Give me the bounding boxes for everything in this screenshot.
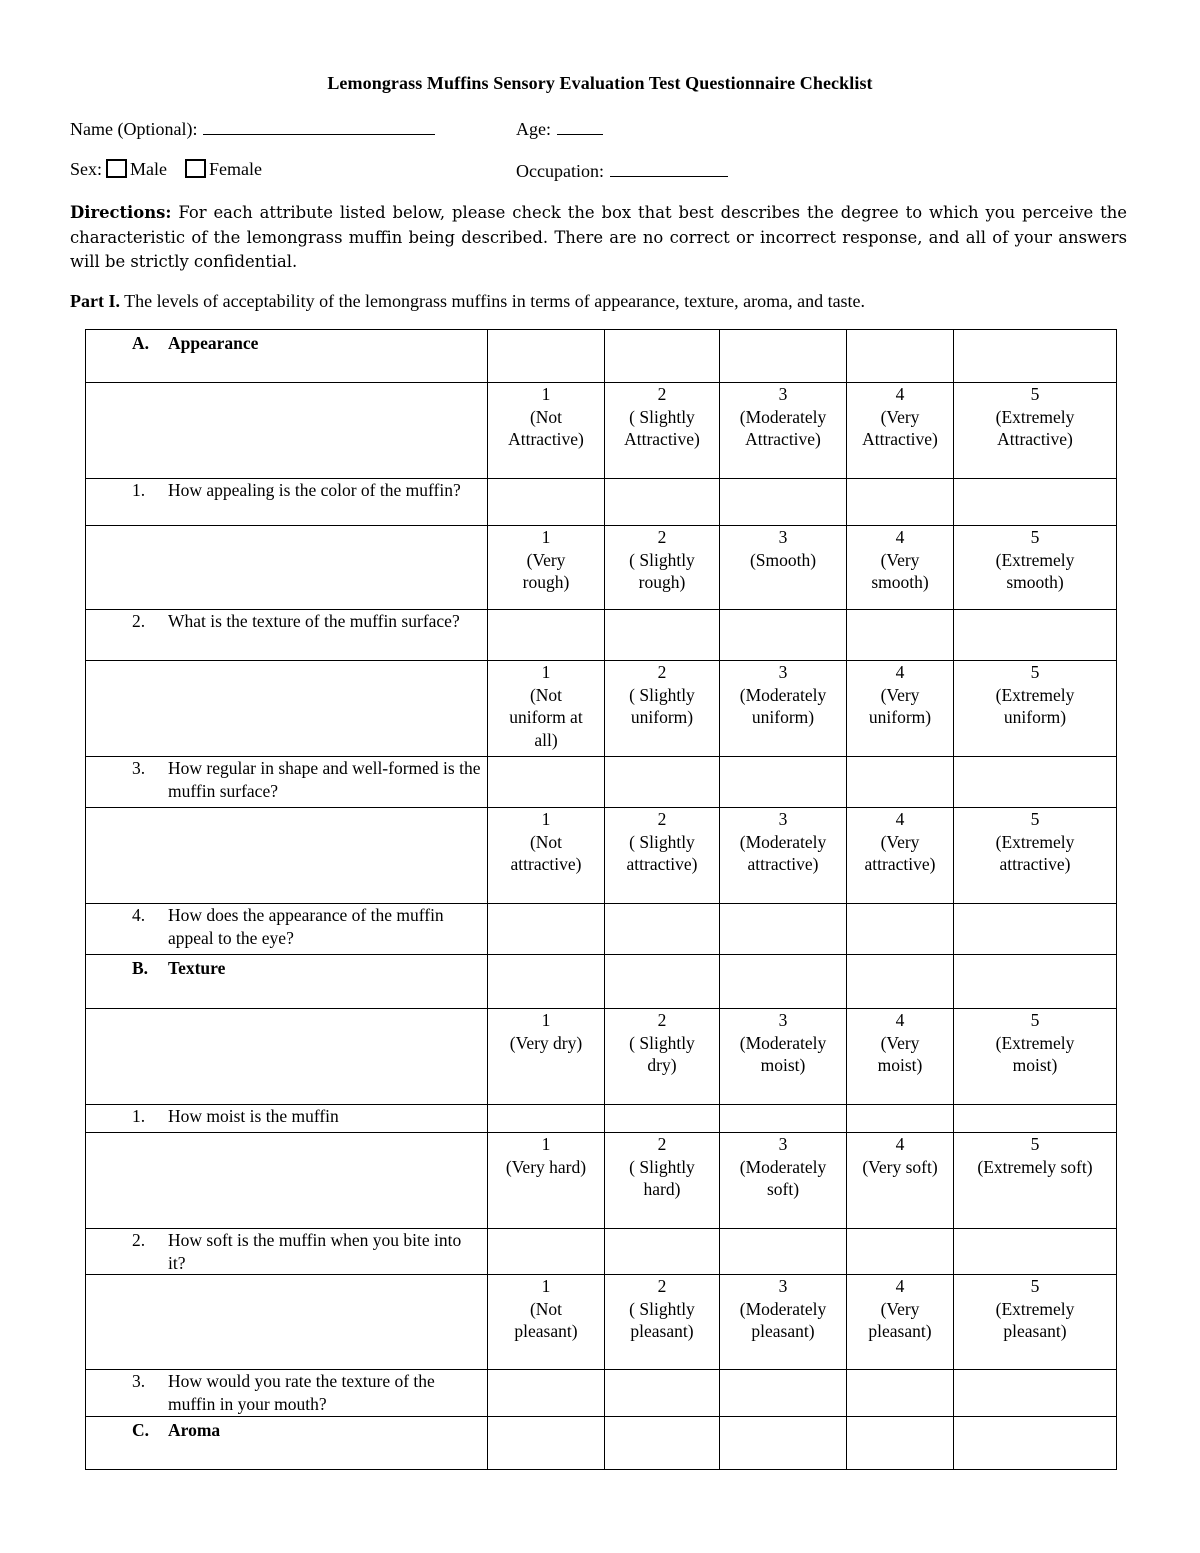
section-empty-cell (720, 330, 847, 383)
scale-option-label: 4 (Very Attractive) (862, 384, 938, 449)
part-one-heading (70, 290, 1130, 312)
rating-checkbox-cell-4[interactable] (847, 1370, 954, 1417)
scale-label-blank-cell (86, 526, 488, 610)
rating-checkbox-cell-2[interactable] (605, 1370, 720, 1417)
scale-option-5 (954, 383, 1117, 479)
question-text: How moist is the muffin (168, 1106, 339, 1126)
scale-option-3 (720, 1133, 847, 1229)
scale-label-blank-cell (86, 1275, 488, 1370)
question-number: 4. (132, 905, 146, 925)
scale-option-label: 4 (Very moist) (877, 1010, 923, 1075)
age-input-line[interactable] (557, 116, 603, 135)
scale-option-label: 4 (Very pleasant) (868, 1276, 932, 1341)
scale-option-2 (605, 526, 720, 610)
female-checkbox[interactable] (185, 159, 206, 178)
section-letter: C. (132, 1420, 150, 1440)
scale-option-label: 2 ( Slightly rough) (629, 527, 695, 592)
rating-checkbox-cell-3[interactable] (720, 1105, 847, 1133)
scale-option-4 (847, 526, 954, 610)
rating-checkbox-cell-1[interactable] (488, 757, 605, 808)
scale-option-1 (488, 1275, 605, 1370)
rating-checkbox-cell-5[interactable] (954, 904, 1117, 955)
scale-option-label: 5 (Extremely Attractive) (995, 384, 1075, 449)
scale-option-label: 1 (Not Attractive) (508, 384, 584, 449)
section-empty-cell (847, 955, 954, 1009)
scale-option-1 (488, 661, 605, 757)
occupation-field (516, 158, 728, 182)
scale-label-blank-cell (86, 661, 488, 757)
question-number: 2. (132, 611, 146, 631)
rating-checkbox-cell-2[interactable] (605, 757, 720, 808)
section-empty-cell (605, 1417, 720, 1470)
rating-checkbox-cell-5[interactable] (954, 610, 1117, 661)
question-cell (86, 904, 488, 955)
section-header-cell (86, 330, 488, 383)
rating-checkbox-cell-3[interactable] (720, 610, 847, 661)
section-letter: A. (132, 333, 150, 353)
scale-option-2 (605, 1009, 720, 1105)
question-text: What is the texture of the muffin surface? (168, 611, 460, 631)
age-field (516, 116, 603, 140)
directions-text: For each attribute listed below, please check the box that best describes the degree to which you perceive the characteristic of the lemongrass muffin being described. There are no correct or incorrect response, and all of your answers will be strictly confidential. (70, 203, 1127, 271)
question-cell (86, 479, 488, 526)
scale-option-3 (720, 808, 847, 904)
question-row-a3 (86, 757, 1117, 808)
scale-option-label: 2 ( Slightly pleasant) (629, 1276, 695, 1341)
scale-option-5 (954, 526, 1117, 610)
section-empty-cell (720, 1417, 847, 1470)
question-cell (86, 757, 488, 808)
scale-option-4 (847, 661, 954, 757)
rating-checkbox-cell-5[interactable] (954, 1229, 1117, 1275)
rating-checkbox-cell-1[interactable] (488, 904, 605, 955)
scale-row-a_surface (86, 526, 1117, 610)
scale-row-b_moist (86, 1009, 1117, 1105)
scale-option-label: 2 ( Slightly Attractive) (624, 384, 700, 449)
rating-checkbox-cell-4[interactable] (847, 757, 954, 808)
sex-field (70, 158, 262, 180)
rating-checkbox-cell-4[interactable] (847, 1229, 954, 1275)
question-text: How regular in shape and well-formed is the muffin surface? (168, 758, 481, 801)
rating-checkbox-cell-5[interactable] (954, 757, 1117, 808)
scale-option-2 (605, 1133, 720, 1229)
scale-option-label: 4 (Very attractive) (864, 809, 936, 874)
scale-option-2 (605, 808, 720, 904)
scale-option-3 (720, 526, 847, 610)
part-text: The levels of acceptability of the lemongrass muffins in terms of appearance, texture, aroma, and taste. (119, 291, 866, 311)
section-empty-cell (605, 955, 720, 1009)
scale-option-2 (605, 383, 720, 479)
scale-row-a_shape (86, 661, 1117, 757)
scale-label-blank-cell (86, 808, 488, 904)
sex-label: Sex: (70, 159, 103, 179)
scale-option-label: 4 (Very soft) (862, 1134, 938, 1177)
scale-option-label: 2 ( Slightly attractive) (626, 809, 698, 874)
rating-checkbox-cell-4[interactable] (847, 610, 954, 661)
question-text: How does the appearance of the muffin appeal to the eye? (168, 905, 444, 948)
rating-checkbox-cell-5[interactable] (954, 1370, 1117, 1417)
rating-checkbox-cell-1[interactable] (488, 610, 605, 661)
rating-checkbox-cell-3[interactable] (720, 1229, 847, 1275)
scale-row-b_soft (86, 1133, 1117, 1229)
section-empty-cell (847, 330, 954, 383)
scale-option-label: 5 (Extremely attractive) (995, 809, 1075, 874)
section-title: Aroma (168, 1420, 221, 1440)
scale-option-label: 1 (Not pleasant) (514, 1276, 578, 1341)
question-number: 1. (132, 480, 146, 500)
question-row-a4 (86, 904, 1117, 955)
section-row-c (86, 1417, 1117, 1470)
rating-checkbox-cell-1[interactable] (488, 1105, 605, 1133)
section-letter: B. (132, 958, 149, 978)
scale-option-label: 1 (Very rough) (522, 527, 570, 592)
rating-checkbox-cell-1[interactable] (488, 1370, 605, 1417)
scale-option-label: 3 (Moderately moist) (739, 1010, 827, 1075)
rating-checkbox-cell-2[interactable] (605, 904, 720, 955)
section-title: Texture (168, 958, 226, 978)
scale-option-1 (488, 383, 605, 479)
evaluation-table (85, 329, 1117, 1470)
scale-option-4 (847, 808, 954, 904)
scale-option-1 (488, 1009, 605, 1105)
rating-checkbox-cell-5[interactable] (954, 479, 1117, 526)
question-cell (86, 1370, 488, 1417)
rating-checkbox-cell-4[interactable] (847, 1105, 954, 1133)
section-empty-cell (954, 955, 1117, 1009)
scale-option-label: 3 (Moderately uniform) (739, 662, 827, 727)
question-row-b3 (86, 1370, 1117, 1417)
scale-option-4 (847, 1275, 954, 1370)
scale-option-label: 3 (Moderately attractive) (739, 809, 827, 874)
scale-option-label: 5 (Extremely moist) (995, 1010, 1075, 1075)
scale-label-blank-cell (86, 1133, 488, 1229)
scale-row-a_color (86, 383, 1117, 479)
question-cell (86, 1105, 488, 1133)
question-cell (86, 610, 488, 661)
scale-option-1 (488, 526, 605, 610)
rating-checkbox-cell-1[interactable] (488, 479, 605, 526)
rating-checkbox-cell-3[interactable] (720, 479, 847, 526)
scale-option-3 (720, 661, 847, 757)
rating-checkbox-cell-2[interactable] (605, 610, 720, 661)
age-label: Age: (516, 119, 551, 139)
scale-option-5 (954, 1275, 1117, 1370)
scale-option-label: 1 (Not uniform at all) (509, 662, 583, 750)
scale-option-5 (954, 1133, 1117, 1229)
scale-option-3 (720, 1275, 847, 1370)
scale-option-label: 2 ( Slightly hard) (629, 1134, 695, 1199)
question-cell (86, 1229, 488, 1275)
question-row-b2 (86, 1229, 1117, 1275)
occupation-input-line[interactable] (610, 158, 728, 177)
question-text: How would you rate the texture of the muffin in your mouth? (168, 1371, 435, 1414)
rating-checkbox-cell-1[interactable] (488, 1229, 605, 1275)
question-text: How soft is the muffin when you bite into it? (168, 1230, 462, 1273)
part-label: Part I. (70, 291, 120, 311)
scale-option-label: 1 (Not attractive) (510, 809, 582, 874)
scale-option-2 (605, 661, 720, 757)
section-empty-cell (488, 330, 605, 383)
question-number: 2. (132, 1230, 146, 1250)
scale-option-label: 1 (Very dry) (509, 1010, 583, 1053)
scale-option-4 (847, 383, 954, 479)
rating-checkbox-cell-4[interactable] (847, 904, 954, 955)
scale-option-label: 2 ( Slightly dry) (629, 1010, 695, 1075)
scale-option-label: 5 (Extremely pleasant) (995, 1276, 1075, 1341)
scale-option-4 (847, 1009, 954, 1105)
scale-row-a_eye (86, 808, 1117, 904)
question-number: 3. (132, 1371, 146, 1391)
scale-option-5 (954, 1009, 1117, 1105)
scale-option-5 (954, 661, 1117, 757)
directions-paragraph (70, 201, 1127, 275)
scale-option-label: 5 (Extremely soft) (977, 1134, 1093, 1177)
scale-option-label: 1 (Very hard) (505, 1134, 587, 1177)
section-empty-cell (954, 1417, 1117, 1470)
name-label: Name (Optional): (70, 119, 198, 139)
scale-label-blank-cell (86, 383, 488, 479)
rating-checkbox-cell-5[interactable] (954, 1105, 1117, 1133)
rating-checkbox-cell-2[interactable] (605, 1229, 720, 1275)
scale-option-4 (847, 1133, 954, 1229)
question-number: 3. (132, 758, 146, 778)
question-row-b1 (86, 1105, 1117, 1133)
section-empty-cell (488, 955, 605, 1009)
section-header-cell (86, 955, 488, 1009)
scale-option-label: 3 (Moderately soft) (739, 1134, 827, 1199)
scale-option-1 (488, 1133, 605, 1229)
scale-option-1 (488, 808, 605, 904)
scale-label-blank-cell (86, 1009, 488, 1105)
question-row-a1 (86, 479, 1117, 526)
female-label: Female (209, 159, 262, 179)
section-empty-cell (488, 1417, 605, 1470)
scale-option-3 (720, 383, 847, 479)
section-empty-cell (720, 955, 847, 1009)
scale-option-label: 4 (Very smooth) (871, 527, 929, 592)
rating-checkbox-cell-3[interactable] (720, 904, 847, 955)
scale-option-2 (605, 1275, 720, 1370)
scale-option-label: 2 ( Slightly uniform) (629, 662, 695, 727)
name-input-line[interactable] (203, 116, 435, 135)
scale-option-label: 5 (Extremely smooth) (995, 527, 1075, 592)
rating-checkbox-cell-3[interactable] (720, 757, 847, 808)
male-checkbox[interactable] (106, 159, 127, 178)
rating-checkbox-cell-4[interactable] (847, 479, 954, 526)
scale-option-5 (954, 808, 1117, 904)
scale-option-label: 4 (Very uniform) (868, 662, 932, 727)
name-field (70, 116, 435, 140)
directions-label: Directions: (70, 203, 172, 222)
scale-option-label: 5 (Extremely uniform) (995, 662, 1075, 727)
rating-checkbox-cell-3[interactable] (720, 1370, 847, 1417)
question-row-a2 (86, 610, 1117, 661)
scale-option-3 (720, 1009, 847, 1105)
scale-option-label: 3 (Moderately Attractive) (739, 384, 827, 449)
question-number: 1. (132, 1106, 146, 1126)
section-title: Appearance (168, 333, 259, 353)
scale-option-label: 3 (Moderately pleasant) (739, 1276, 827, 1341)
section-row-b (86, 955, 1117, 1009)
section-empty-cell (605, 330, 720, 383)
scale-row-b_mouth (86, 1275, 1117, 1370)
occupation-label: Occupation: (516, 161, 604, 181)
page-title: Lemongrass Muffins Sensory Evaluation Test Questionnaire Checklist (327, 73, 873, 93)
rating-checkbox-cell-2[interactable] (605, 1105, 720, 1133)
section-header-cell (86, 1417, 488, 1470)
male-label: Male (130, 159, 167, 179)
section-empty-cell (954, 330, 1117, 383)
section-empty-cell (847, 1417, 954, 1470)
question-text: How appealing is the color of the muffin? (168, 480, 461, 500)
rating-checkbox-cell-2[interactable] (605, 479, 720, 526)
scale-option-label: 3 (Smooth) (749, 527, 817, 570)
section-row-a (86, 330, 1117, 383)
